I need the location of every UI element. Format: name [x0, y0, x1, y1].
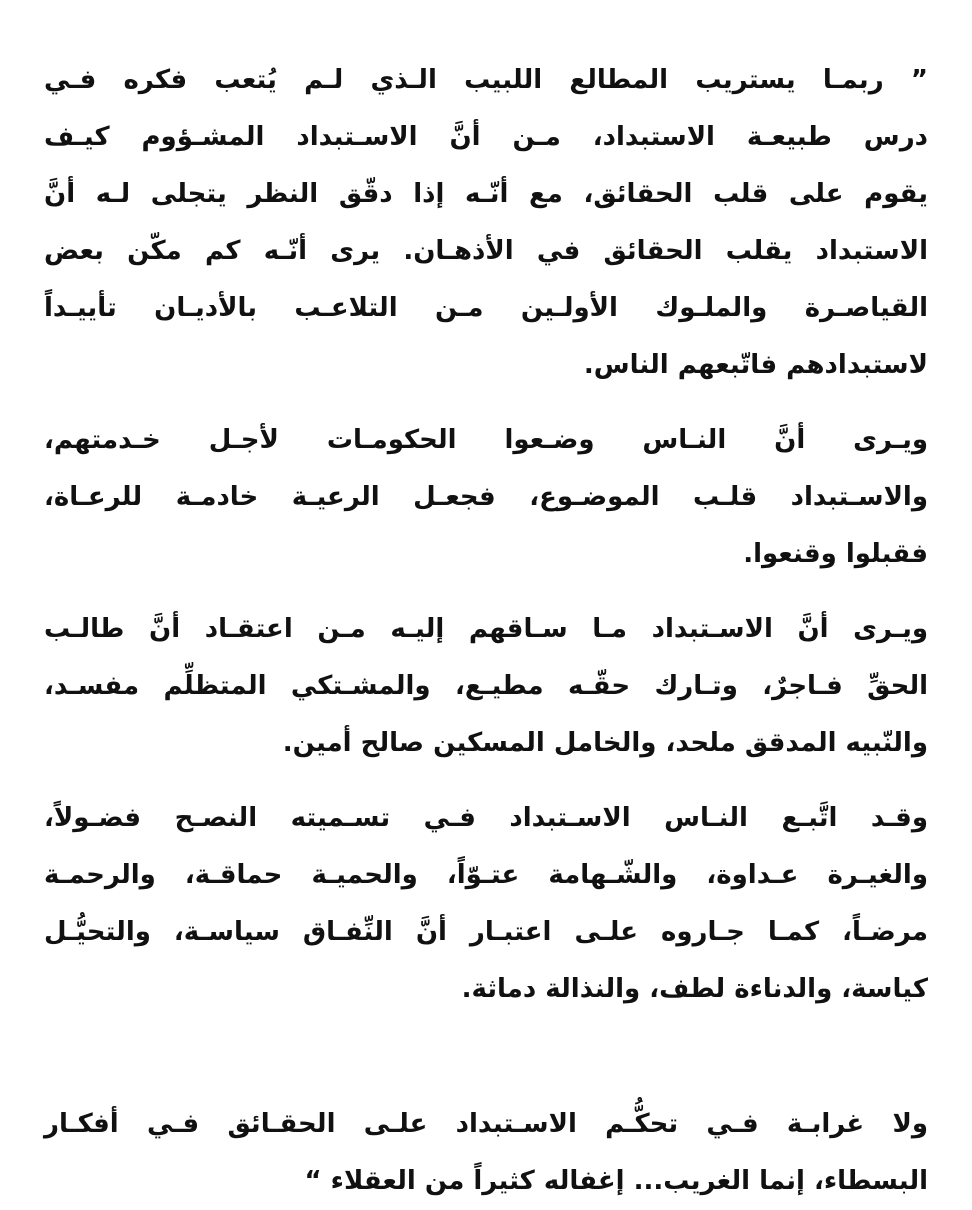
text-line: ويـرى أنَّ النـاس وضـعوا الحكومـات لأجـل خـدمتهم،	[44, 425, 928, 455]
text-line: درس طبيعـة الاستبداد، مـن أنَّ الاسـتبداد المشـؤوم كيـف	[44, 122, 928, 152]
text-line: مرضـاً، كمـا جـاروه علـى اعتبـار أنَّ النِّفـاق سياسـة، والتحيُّـل	[44, 917, 928, 947]
paragraph-4	[44, 790, 928, 1018]
text-line: الحقِّ فـاجرٌ، وتـارك حقّـه مطيـع، والمشـتكي المتظلِّم مفسـد،	[44, 671, 928, 701]
paragraph-5	[44, 1096, 928, 1210]
text-line: القياصـرة والملـوك الأولـين مـن التلاعـب بالأديـان تأييـداً	[44, 293, 928, 323]
text-line: ولا غرابـة فـي تحكُّـم الاسـتبداد علـى الحقـائق فـي أفكـار	[44, 1109, 928, 1139]
text-line: والغيـرة عـداوة، والشّـهامة عتـوّاً، والحميـة حماقـة، والرحمـة	[44, 860, 928, 890]
text-line: ” ربمـا يستريب المطالع اللبيب الـذي لـم يُتعب فكره فـي	[44, 65, 928, 95]
text-line: كياسة، والدناءة لطف، والنذالة دماثة.	[461, 974, 928, 1004]
text-line: يقوم على قلب الحقائق، مع أنّـه إذا دقّق النظر يتجلى لـه أنَّ	[44, 179, 928, 209]
text-line: لاستبدادهم فاتّبعهم الناس.	[583, 350, 928, 380]
text-line: فقبلوا وقنعوا.	[743, 539, 928, 569]
paragraph-2	[44, 412, 928, 583]
text-line: والنّبيه المدقق ملحد، والخامل المسكين صالح أمين.	[282, 728, 928, 758]
text-line: البسطاء، إنما الغريب... إغفاله كثيراً من العقلاء “	[304, 1166, 928, 1196]
paragraph-spacer	[44, 1036, 928, 1096]
text-line: ويـرى أنَّ الاسـتبداد مـا سـاقهم إليـه مـن اعتقـاد أنَّ طالـب	[44, 614, 928, 644]
text-line: وقـد اتَّبـع النـاس الاسـتبداد فـي تسـميته النصـح فضـولاً،	[44, 803, 928, 833]
text-line: والاسـتبداد قلـب الموضـوع، فجعـل الرعيـة خادمـة للرعـاة،	[44, 482, 928, 512]
paragraph-1	[44, 52, 928, 394]
text-line: الاستبداد يقلب الحقائق في الأذهـان. يرى أنّـه كم مكّن بعض	[44, 236, 928, 266]
paragraph-3	[44, 601, 928, 772]
